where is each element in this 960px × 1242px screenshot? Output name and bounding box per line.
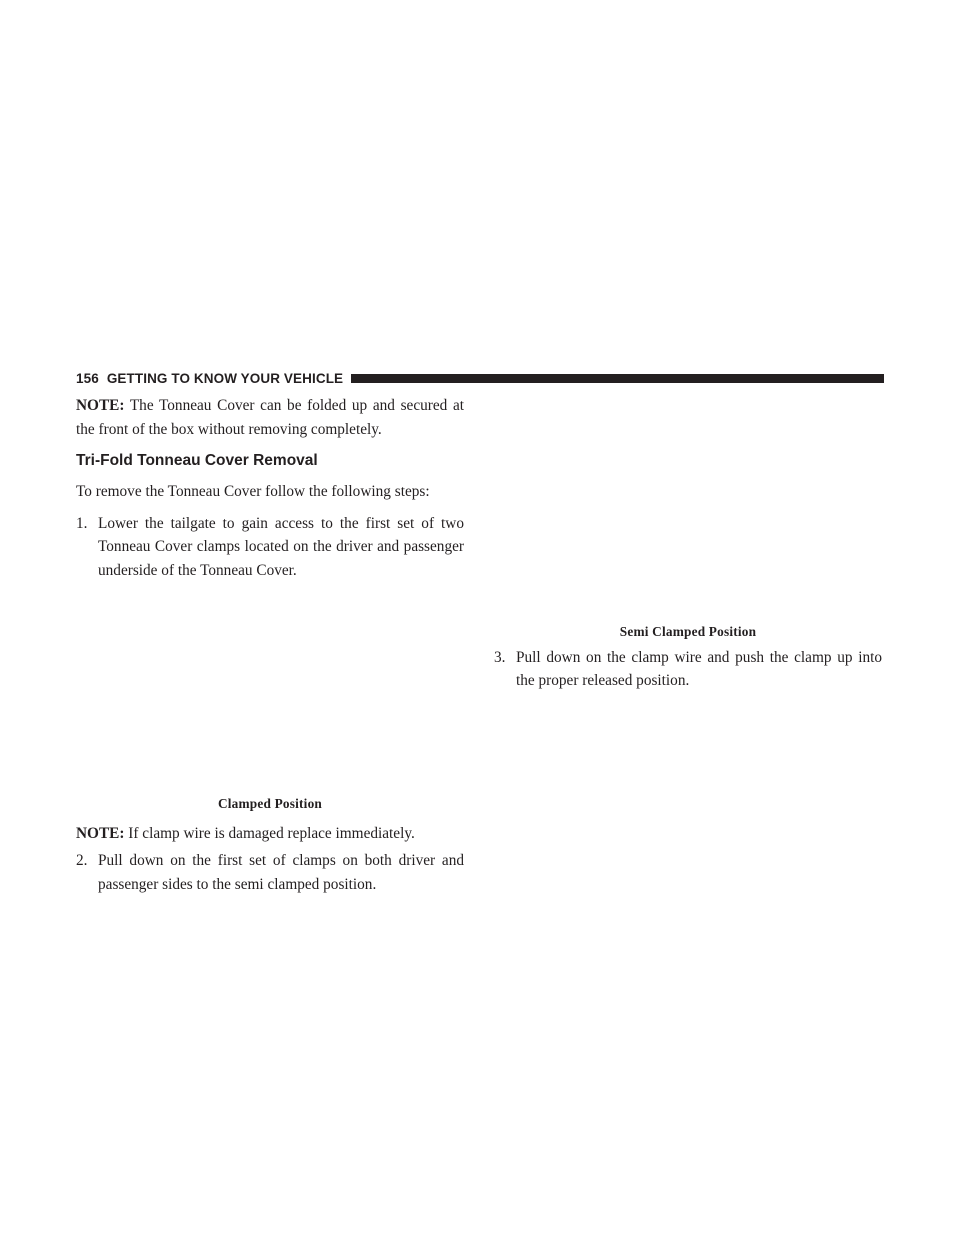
page-header <box>76 368 884 388</box>
section-title: GETTING TO KNOW YOUR VEHICLE <box>106 370 344 386</box>
left-column <box>76 394 464 896</box>
step-number: 1. <box>76 514 88 532</box>
step-3 <box>494 646 882 693</box>
section-heading: Tri-Fold Tonneau Cover Removal <box>76 452 318 469</box>
step-number: 2. <box>76 852 88 869</box>
step-2 <box>76 849 464 896</box>
note-text: If clamp wire is damaged replace immediately. <box>124 824 415 842</box>
figure-clamped-position <box>76 582 464 792</box>
step-text: Pull down on the first set of clamps on both driver and passenger sides to the semi clamped position. <box>98 852 464 893</box>
figure-semi-clamped-position <box>494 394 882 620</box>
note-label: NOTE: <box>76 397 125 414</box>
note-label: NOTE: <box>76 824 125 842</box>
note-paragraph-2 <box>76 822 464 846</box>
header-rule <box>351 374 884 383</box>
step-text: Pull down on the clamp wire and push the clamp up into the proper released position. <box>516 648 882 689</box>
note-text: The Tonneau Cover can be folded up and secured at the front of the box without removing completely. <box>76 397 464 438</box>
right-column <box>494 394 882 693</box>
figure-caption: Clamped Position <box>217 796 323 811</box>
page-number: 156 <box>76 370 99 386</box>
intro-paragraph: To remove the Tonneau Cover follow the following steps: <box>76 483 430 500</box>
figure-caption: Semi Clamped Position <box>619 624 757 639</box>
step-text: Lower the tailgate to gain access to the first set of two Tonneau Cover clamps located on the driver and passenger underside of the Tonneau Cover. <box>98 514 464 579</box>
step-1 <box>76 512 464 583</box>
step-number: 3. <box>494 648 506 666</box>
note-paragraph <box>76 394 464 441</box>
